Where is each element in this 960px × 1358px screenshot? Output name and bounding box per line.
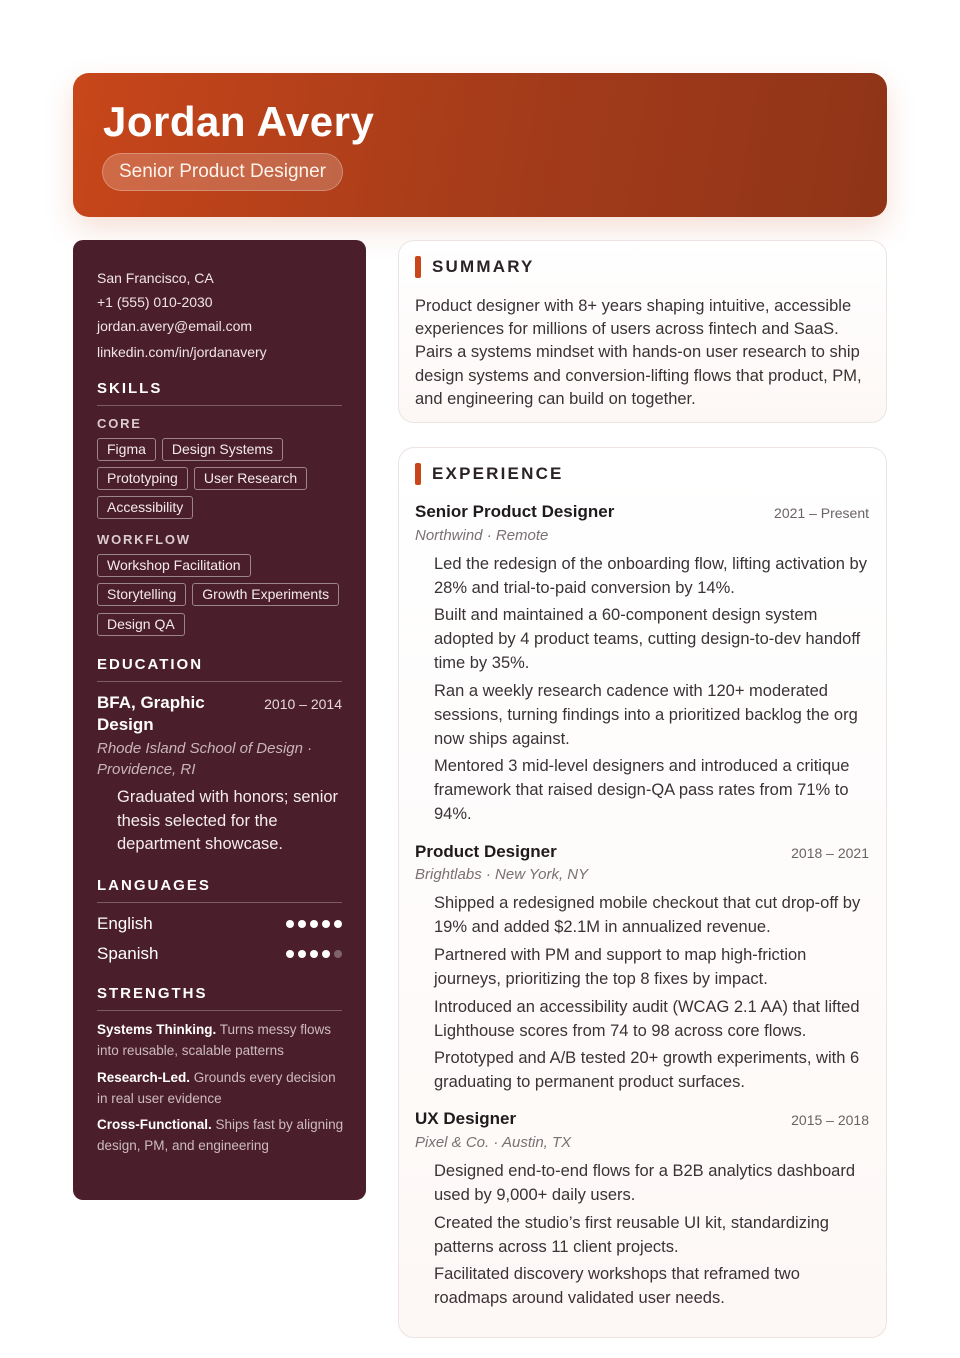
skill-tag: User Research xyxy=(194,467,307,490)
strength-title: Systems Thinking. xyxy=(97,1022,217,1037)
experience-card xyxy=(398,447,887,1338)
job-company: Brightlabs · New York, NY xyxy=(415,866,589,883)
skill-tag-row xyxy=(97,496,193,519)
job-title: Senior Product Designer xyxy=(415,502,615,521)
skill-tag-row xyxy=(97,583,339,606)
skill-tag: Workshop Facilitation xyxy=(97,554,251,577)
strength-text: Grounds every decision in real user evidence xyxy=(97,1070,336,1106)
skills-workflow-label: WORKFLOW xyxy=(97,532,191,547)
summary-heading: SUMMARY xyxy=(432,257,535,276)
accent-bar xyxy=(415,463,421,485)
education-heading: EDUCATION xyxy=(97,656,342,682)
summary-text: Product designer with 8+ years shaping intuitive, accessible experiences for millions of users across fintech and SaaS. Pairs a systems mindset with hands-on user research to ship design systems and conversion-lifting flows that product, PM, and engineering can build on together. xyxy=(415,297,862,408)
experience-heading: EXPERIENCE xyxy=(432,464,564,483)
job-dates: 2015 – 2018 xyxy=(791,1112,869,1128)
language-row xyxy=(97,944,342,964)
strength-item xyxy=(97,1114,347,1156)
filled-dot xyxy=(286,950,294,958)
skill-tag: Design Systems xyxy=(162,438,283,461)
filled-dot xyxy=(298,950,306,958)
resume-header xyxy=(73,73,887,217)
job-company: Pixel & Co. · Austin, TX xyxy=(415,1134,572,1151)
language-name: Spanish xyxy=(97,944,159,963)
job-bullet: Partnered with PM and support to map high-friction journeys, prioritizing the top 8 fixes by impact. xyxy=(434,946,807,988)
job-dates: 2021 – Present xyxy=(774,505,869,521)
filled-dot xyxy=(298,920,306,928)
language-name: English xyxy=(97,914,153,933)
contact-email[interactable]: jordan.avery@email.com xyxy=(97,318,253,334)
education-note: Graduated with honors; senior thesis selected for the department showcase. xyxy=(117,788,339,853)
strength-text: Turns messy flows into reusable, scalable patterns xyxy=(97,1022,332,1058)
experience-header xyxy=(415,463,564,485)
person-name: Jordan Avery xyxy=(103,98,375,145)
skill-tag: Design QA xyxy=(97,613,185,636)
job-bullet: Built and maintained a 60-component design system adopted by 4 product teams, cutting design-to-dev handoff time by 35%. xyxy=(434,606,861,672)
skill-tag-row xyxy=(97,467,307,490)
strength-title: Research-Led. xyxy=(97,1070,191,1085)
languages-heading: LANGUAGES xyxy=(97,877,342,903)
job-bullet: Shipped a redesigned mobile checkout that cut drop-off by 19% and added $2.1M in annualized revenue. xyxy=(434,894,861,936)
job-dates: 2018 – 2021 xyxy=(791,845,869,861)
skill-tag-row xyxy=(97,438,283,461)
skills-heading: SKILLS xyxy=(97,380,342,406)
job-bullet: Prototyped and A/B tested 20+ growth experiments, with 6 graduating to permanent product surfaces. xyxy=(434,1049,860,1091)
language-row xyxy=(97,914,342,934)
job-bullet: Introduced an accessibility audit (WCAG 2.1 AA) that lifted Lighthouse scores from 74 to 98 across core flows. xyxy=(434,998,860,1040)
filled-dot xyxy=(286,920,294,928)
strength-item xyxy=(97,1019,347,1061)
skill-tag: Prototyping xyxy=(97,467,188,490)
job-bullet: Ran a weekly research cadence with 120+ moderated sessions, turning findings into a prioritized backlog the org now ships against. xyxy=(434,682,858,748)
skill-tag-row xyxy=(97,554,251,577)
skill-tag: Storytelling xyxy=(97,583,186,606)
skill-tag: Growth Experiments xyxy=(192,583,339,606)
job-bullet: Mentored 3 mid-level designers and introduced a critique framework that raised design-QA pass rates from 71% to 94%. xyxy=(434,757,850,823)
education-dates: 2010 – 2014 xyxy=(264,696,342,712)
strength-text: Ships fast by aligning design, PM, and engineering xyxy=(97,1117,344,1153)
summary-card xyxy=(398,240,887,423)
job-bullet: Led the redesign of the onboarding flow, lifting activation by 28% and trial-to-paid conversion by 14%. xyxy=(434,555,867,597)
job-title: Product Designer xyxy=(415,842,557,861)
job-bullet: Facilitated discovery workshops that reframed two roadmaps around validated user needs. xyxy=(434,1265,800,1307)
accent-bar xyxy=(415,256,421,278)
strength-item xyxy=(97,1067,347,1109)
sidebar xyxy=(73,240,366,1200)
proficiency-dots xyxy=(286,920,342,928)
filled-dot xyxy=(310,920,318,928)
skills-core-label: CORE xyxy=(97,416,142,431)
proficiency-dots xyxy=(286,950,342,958)
filled-dot xyxy=(334,920,342,928)
education-degree: BFA, Graphic Design xyxy=(97,693,205,734)
skill-tag: Accessibility xyxy=(97,496,193,519)
education-school: Rhode Island School of Design · Providence, RI xyxy=(97,740,313,778)
contact-linkedin[interactable]: linkedin.com/in/jordanavery xyxy=(97,344,267,360)
filled-dot xyxy=(310,950,318,958)
skill-tag: Figma xyxy=(97,438,156,461)
contact-location: San Francisco, CA xyxy=(97,270,214,286)
job-bullet: Designed end-to-end flows for a B2B analytics dashboard used by 9,000+ daily users. xyxy=(434,1162,855,1204)
job-bullet: Created the studio’s first reusable UI kit, standardizing patterns across 11 client projects. xyxy=(434,1214,829,1256)
strengths-heading: STRENGTHS xyxy=(97,985,342,1011)
job-title: UX Designer xyxy=(415,1109,517,1128)
filled-dot xyxy=(322,950,330,958)
skill-tag-row xyxy=(97,613,185,636)
filled-dot xyxy=(322,920,330,928)
job-title-badge: Senior Product Designer xyxy=(102,153,343,191)
empty-dot xyxy=(334,950,342,958)
job-company: Northwind · Remote xyxy=(415,527,549,544)
strength-title: Cross-Functional. xyxy=(97,1117,212,1132)
summary-header xyxy=(415,256,535,278)
contact-phone: +1 (555) 010-2030 xyxy=(97,294,213,310)
